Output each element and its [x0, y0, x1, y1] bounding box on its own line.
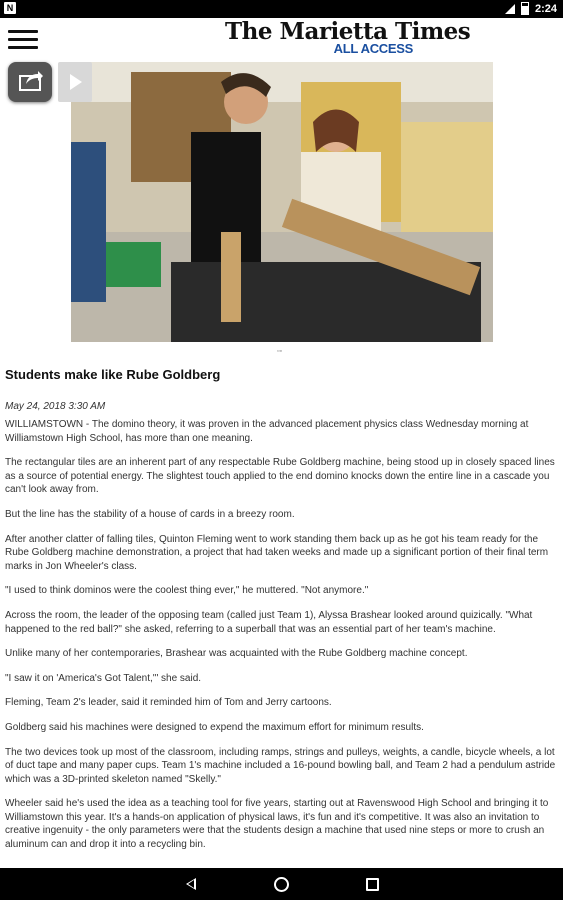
play-arrow-icon: [58, 62, 92, 102]
article-paragraph: After another clatter of falling tiles, Quinton Fleming went to work standing them back up as he got his team ready for the Rube Goldberg machine demonstration, a project that had taken weeks and made up a significant portion of their final term marks in Jon Wheeler's class.: [5, 533, 549, 572]
signal-icon: [505, 4, 515, 14]
article-paragraph: Fleming, Team 2's leader, said it reminded him of Tom and Jerry cartoons.: [5, 697, 332, 709]
app-header: [0, 18, 563, 62]
app-notification-icon: N: [4, 2, 16, 14]
article-paragraph: The two devices took up most of the classroom, including ramps, strings and pulleys, weights, a candle, bicycle wheels, a lot of duct tape and many paper cups. Team 1's machine included a 16-pound bowling ball, and Team 2 had a pendulum astride which was a 3D-printed skeleton named "Skelly.": [5, 746, 556, 785]
battery-icon: [521, 2, 529, 15]
photo-caption-icon: ▫▫: [277, 348, 282, 355]
article-paragraph: WILLIAMSTOWN - The domino theory, it was proven in the advanced placement physics class Wednesday morning at Williamstown High School, has more than one meaning.: [5, 419, 529, 444]
site-logo[interactable]: [225, 18, 471, 60]
article-date: May 24, 2018 3:30 AM: [5, 401, 106, 412]
next-image-button[interactable]: [58, 62, 92, 102]
share-icon: [8, 62, 52, 102]
home-icon[interactable]: [274, 877, 289, 892]
clock: 2:24: [534, 2, 557, 15]
article-paragraph: "I used to think dominos were the coolest thing ever," he muttered. "Not anymore.": [5, 585, 369, 597]
hamburger-menu-icon[interactable]: [8, 30, 38, 50]
article-photo[interactable]: [71, 62, 493, 342]
system-nav-bar: [0, 868, 563, 900]
site-title: The Marietta Times: [225, 18, 471, 45]
status-bar: [0, 0, 563, 18]
article-paragraph: "I saw it on 'America's Got Talent,'" she said.: [5, 672, 202, 684]
article-paragraph: The rectangular tiles are an inherent part of any respectable Rube Goldberg machine, being stood up in closely spaced lines as a source of potential energy. The slightest touch applied to the end domino knocks down the entire line in a cascade you can't look away from.: [5, 457, 555, 496]
recent-apps-icon[interactable]: [366, 878, 379, 891]
article-paragraph: Goldberg said his machines were designed to expend the maximum effort for minimum results.: [5, 721, 424, 733]
article-paragraph: Unlike many of her contemporaries, Brashear was acquainted with the Rube Goldberg machine concept.: [5, 648, 468, 660]
article-paragraph: Wheeler said he's used the idea as a teaching tool for five years, starting out at Ravenswood High School and bringing it to Williamstown this year. It's a hands-on application of physical laws, it's fun and it's competitive. It was also an invitation to creative ingenuity - the only parameters were that the students design a machine that used nine steps or more to crush an aluminum can and drop it into a recycling bin.: [5, 798, 549, 851]
article-body: [5, 418, 558, 863]
article-paragraph: But the line has the stability of a house of cards in a breezy room.: [5, 508, 295, 520]
back-icon[interactable]: [186, 878, 196, 890]
share-button[interactable]: [8, 62, 52, 102]
article-headline: Students make like Rube Goldberg: [5, 367, 221, 382]
site-subtitle: ALL ACCESS: [333, 41, 413, 56]
article-paragraph: Across the room, the leader of the opposing team (called just Team 1), Alyssa Brashear looked around quizically. "What happened to the red ball?" she asked, referring to a superball that was an essential part of her team's machine.: [5, 609, 533, 635]
